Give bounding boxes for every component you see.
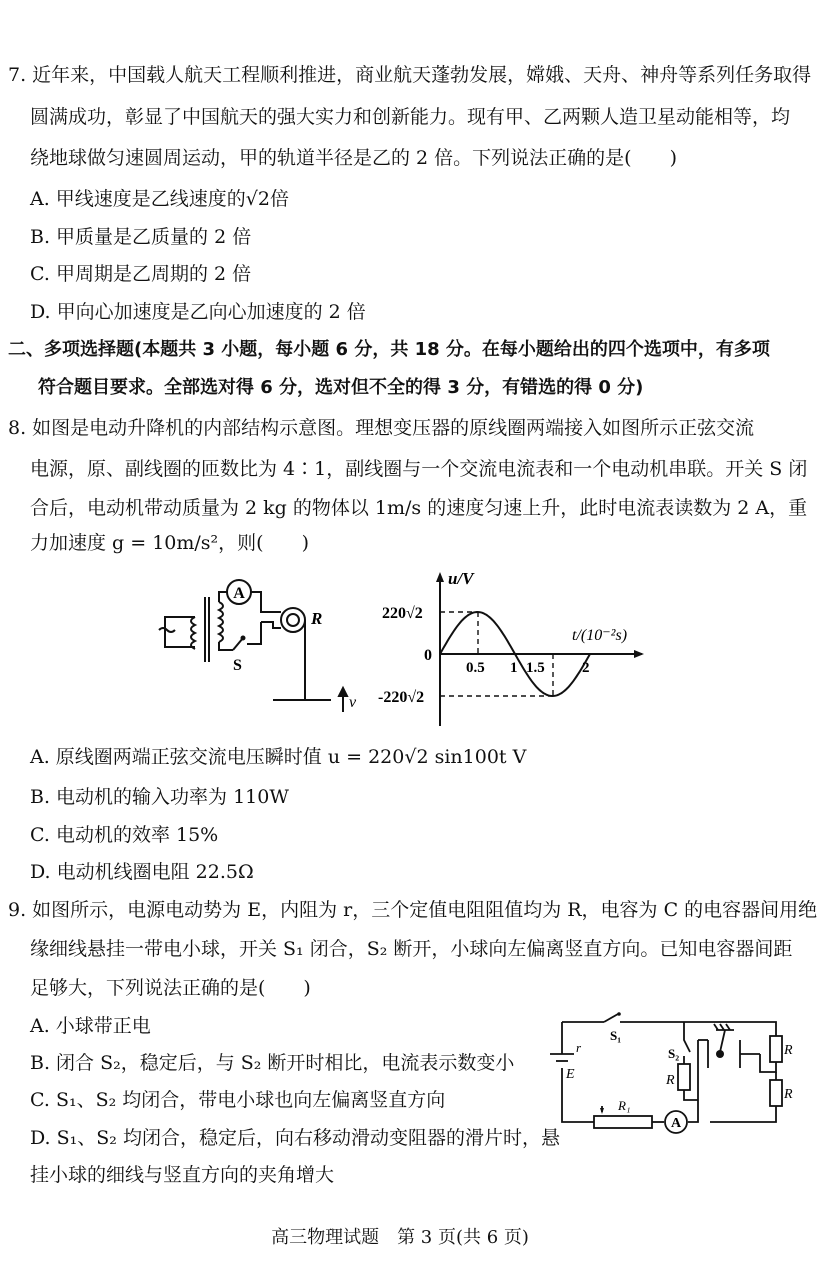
q7-option-c: C. 甲周期是乙周期的 2 倍 bbox=[30, 263, 252, 285]
q8-tick-0-5: 0.5 bbox=[466, 660, 485, 676]
q8-ymax-label: 220√2 bbox=[382, 605, 423, 622]
q7-option-d: D. 甲向心加速度是乙向心加速度的 2 倍 bbox=[30, 301, 366, 323]
q9-ammeter-label: A bbox=[670, 1116, 682, 1131]
q8-circuit-figure bbox=[155, 572, 355, 722]
q8-option-c: C. 电动机的效率 15% bbox=[30, 824, 219, 846]
q8-velocity-label: v bbox=[349, 694, 357, 711]
q9-line-1: 9. 如图所示，电源电动势为 E，内阻为 r，三个定值电阻阻值均为 R，电容为 C 的电容器间用绝 bbox=[8, 899, 817, 921]
q8-ymin-label: -220√2 bbox=[378, 689, 425, 706]
q9-option-d: D. S₁、S₂ 均闭合，稳定后，向右移动滑动变阻器的滑片时，悬 bbox=[30, 1127, 560, 1149]
q7-option-a: A. 甲线速度是乙线速度的√2倍 bbox=[30, 188, 289, 210]
q8-tick-2: 2 bbox=[582, 660, 590, 676]
q8-option-d: D. 电动机线圈电阻 22.5Ω bbox=[30, 861, 254, 883]
q8-tick-1: 1 bbox=[510, 660, 518, 676]
section2-line-2: 符合题目要求。全部选对得 6 分，选对但不全的得 3 分，有错选的得 0 分) bbox=[38, 377, 644, 398]
q9-r-top-label: R bbox=[784, 1043, 793, 1058]
q8-line-2: 电源，原、副线圈的匝数比为 4∶1，副线圈与一个交流电流表和一个电动机串联。开关 S 闭 bbox=[30, 458, 808, 480]
q8-voltage-graph bbox=[372, 566, 652, 730]
q9-option-b: B. 闭合 S₂，稳定后，与 S₂ 断开时相比，电流表示数变小 bbox=[30, 1052, 515, 1074]
q9-option-c: C. S₁、S₂ 均闭合，带电小球也向左偏离竖直方向 bbox=[30, 1089, 446, 1111]
page-footer: 高三物理试题 第 3 页(共 6 页) bbox=[271, 1227, 529, 1248]
section2-line-1: 二、多项选择题(本题共 3 小题，每小题 6 分，共 18 分。在每小题给出的四个选项中，有多项 bbox=[8, 339, 770, 360]
q9-r-left-label: R bbox=[666, 1073, 675, 1088]
q9-circuit-figure bbox=[540, 1010, 796, 1146]
q8-line-3: 合后，电动机带动质量为 2 kg 的物体以 1m/s 的速度匀速上升，此时电流表读数为 2 A，重 bbox=[30, 497, 808, 519]
q8-line-4: 力加速度 g = 10m/s²，则( ) bbox=[30, 532, 309, 554]
q8-motor-label: R bbox=[311, 609, 323, 628]
q8-switch-label: S bbox=[233, 657, 242, 674]
q9-s1-label: S₁ bbox=[610, 1028, 622, 1043]
q9-r1-label: R₁ bbox=[618, 1098, 631, 1113]
q8-option-b: B. 电动机的输入功率为 110W bbox=[30, 786, 289, 808]
q8-line-1: 8. 如图是电动升降机的内部结构示意图。理想变压器的原线圈两端接入如图所示正弦交流 bbox=[8, 417, 755, 439]
q9-r-bottom-label: R bbox=[784, 1087, 793, 1102]
q8-y-axis-label: u/V bbox=[448, 569, 474, 588]
q9-line-2: 缘细线悬挂一带电小球，开关 S₁ 闭合，S₂ 断开，小球向左偏离竖直方向。已知电容器间距 bbox=[30, 938, 793, 960]
q8-ammeter-label: A bbox=[233, 585, 245, 602]
q9-s2-label: S₂ bbox=[668, 1046, 680, 1061]
q9-option-a: A. 小球带正电 bbox=[30, 1015, 151, 1037]
q7-line-3: 绕地球做匀速圆周运动，甲的轨道半径是乙的 2 倍。下列说法正确的是( ) bbox=[30, 147, 677, 169]
q9-line-3: 足够大，下列说法正确的是( ) bbox=[30, 977, 311, 999]
q9-option-d-cont: 挂小球的细线与竖直方向的夹角增大 bbox=[30, 1164, 335, 1186]
q8-option-a: A. 原线圈两端正弦交流电压瞬时值 u = 220√2 sin100t V bbox=[30, 746, 527, 768]
q8-x-axis-label: t/(10⁻²s) bbox=[572, 627, 628, 644]
q8-origin-label: 0 bbox=[424, 647, 432, 664]
q8-tick-1-5: 1.5 bbox=[526, 660, 545, 676]
q9-e-label: E bbox=[566, 1067, 575, 1082]
q9-r-label: r bbox=[576, 1040, 582, 1055]
q7-line-2: 圆满成功，彰显了中国航天的强大实力和创新能力。现有甲、乙两颗人造卫星动能相等，均 bbox=[30, 106, 791, 128]
q7-option-b: B. 甲质量是乙质量的 2 倍 bbox=[30, 226, 252, 248]
q7-line-1: 7. 近年来，中国载人航天工程顺利推进，商业航天蓬勃发展，嫦娥、天舟、神舟等系列任务取得 bbox=[8, 64, 812, 86]
